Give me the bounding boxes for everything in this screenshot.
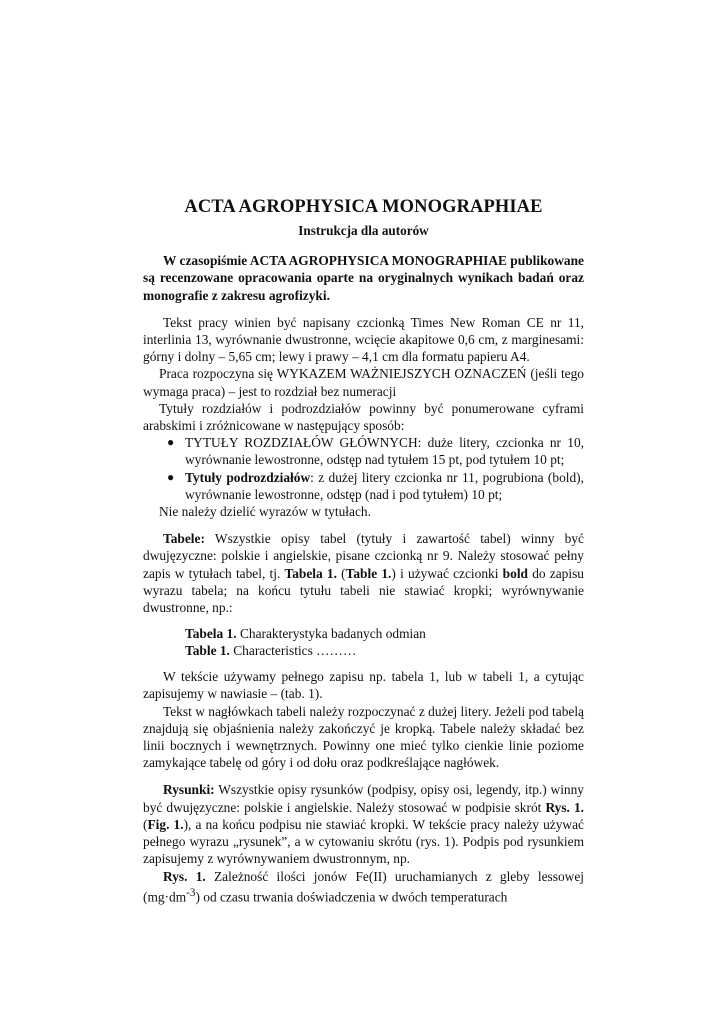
figure-caption-example: Rys. 1. Zależność ilości jonów Fe(II) uruchamianych z gleby lessowej $(mg\cdot dm^{-3})$ od czasu trwania doświadczenia w dwóch temperaturach [143, 868, 584, 905]
bullet-icon: ● [167, 469, 175, 484]
figures-section [143, 781, 584, 905]
text-format-section [143, 314, 584, 520]
figures-lead: Rysunki: [163, 782, 215, 798]
subheadings-rule: : z dużej litery czcionka nr 11, pogrubiona (bold), wyrównanie lewostronne, odstęp (nad i pod tytułem) 10 pt; [185, 469, 584, 502]
figures-paragraph: Rysunki: Wszystkie opisy rysunków (podpisy, opisy osi, legendy, itp.) winny być dwujęzyczne: polskie i angielskie. Należy stosować w podpisie skrót Rys. 1. (Fig. 1.), a na końcu podpisu nie stawiać kropki. W tekście pracy należy używać pełnego wyrazu „rysunek”, a w cytowaniu skrótu (rys. 1). Podpis pod rysunkiem zapisujemy z wyrównywaniem dwustronnym, np. [143, 782, 584, 867]
headings-paragraph: Tytuły rozdziałów i podrozdziałów powinny być ponumerowane cyframi arabskimi i zróżnicowane w następujący sposób: [143, 400, 584, 434]
table-header-paragraph: Tekst w nagłówkach tabeli należy rozpoczynać z dużej litery. Jeżeli pod tabelą znajdują się objaśnienia należy zakończyć je kropką. Tabele należy składać bez linii bocznych i wewnętrznych. Powinny one mieć tylko cienkie linie poziome zamykające tabelę od góry i od dołu oraz podkreślające nagłówek. [143, 703, 584, 771]
journal-title: ACTA AGROPHYSICA MONOGRAPHIAE [184, 197, 543, 217]
table-caption-example-pl: Tabela 1. Charakterystyka badanych odmian [185, 626, 426, 642]
tables-lead: Tabele: [163, 531, 205, 547]
table-reference-paragraph: W tekście używamy pełnego zapisu np. tabela 1, lub w tabeli 1, a cytując zapisujemy w nawiasie – (tab. 1). [143, 669, 584, 702]
bullet-icon: ● [167, 435, 175, 450]
document-content [143, 196, 584, 905]
list-item [167, 434, 584, 468]
tables-section [143, 530, 584, 771]
subheadings-label: Tytuły podrozdziałów [185, 469, 311, 485]
main-headings-rule: TYTUŁY ROZDZIAŁÓW GŁÓWNYCH: duże litery, czcionka nr 10, wyrównanie lewostronne, odstęp nad tytułem 15 pt, pod tytułem 10 pt; [185, 435, 584, 468]
list-item [167, 469, 584, 503]
table-caption-example-en: Table 1. Characteristics ……… [185, 643, 357, 659]
intro-paragraph: W czasopiśmie ACTA AGROPHYSICA MONOGRAPHIAE publikowane są recenzowane opracowania oparte na oryginalnych wynikach badań oraz monografie z zakresu agrofizyki. [143, 253, 584, 303]
font-spec-paragraph: Tekst pracy winien być napisany czcionką Times New Roman CE nr 11, interlinia 13, wyrównanie dwustronne, wcięcie akapitowe 0,6 cm, z marginesami: górny i dolny – 5,65 cm; lewy i prawy – 4,1 cm dla formatu papieru A4. [143, 314, 584, 365]
abbreviations-paragraph: Praca rozpoczyna się WYKAZEM WAŻNIEJSZYCH OZNACZEŃ (jeśli tego wymaga praca) – jest to rozdział bez numeracji [143, 366, 584, 399]
table-caption-examples [185, 625, 584, 659]
document-subtitle: Instrukcja dla autorów [298, 223, 429, 238]
no-hyphenation-paragraph: Nie należy dzielić wyrazów w tytułach. [159, 504, 371, 520]
tables-paragraph: Tabele: Wszystkie opisy tabel (tytuły i zawartość tabel) winny być dwujęzyczne: polskie i angielskie, pisane czcionką nr 9. Należy stosować pełny zapis w tytułach tabel, tj. Tabela 1. (Table 1.) i używać czcionki bold do zapisu wyrazu tabela; na końcu tytułu tabeli nie stawiać kropki; wyrównywanie dwustronne, np.: [143, 531, 584, 616]
heading-style-list [143, 434, 584, 503]
